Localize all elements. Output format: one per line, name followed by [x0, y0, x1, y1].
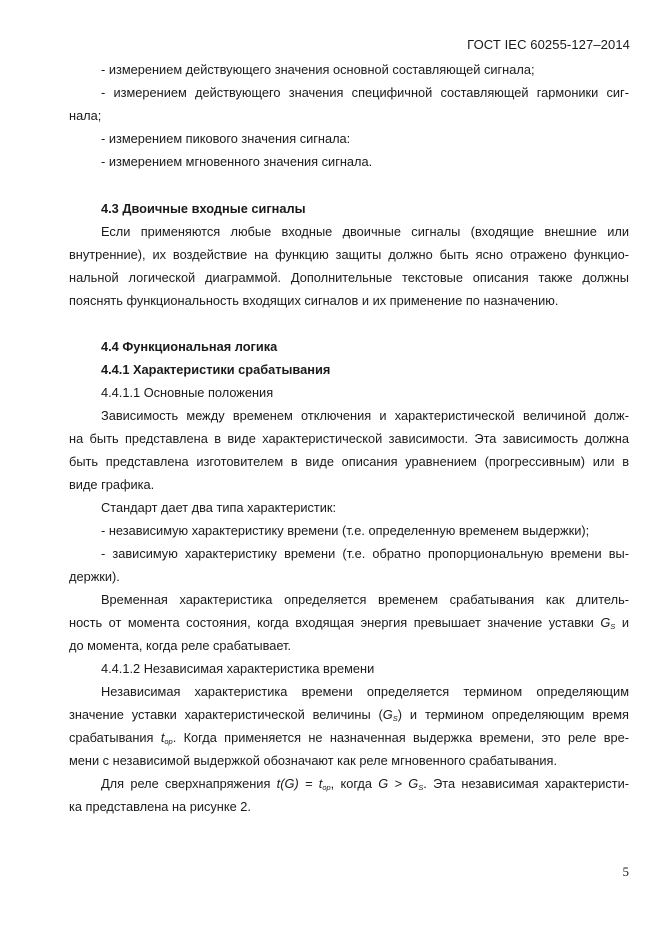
subsection-heading-4-4-1: 4.4.1 Характеристики срабатывания: [101, 362, 331, 377]
paragraph-text: ) и термином определяющим время: [397, 707, 629, 722]
paragraph-text: значение уставки характеристической величины (: [69, 707, 383, 722]
paragraph-line: Если применяются любые входные двоичные сигналы (входящие внешние или: [101, 224, 629, 239]
paragraph-line: [69, 707, 629, 727]
paragraph-text: Для реле сверхнапряжения: [101, 776, 271, 791]
paragraph-line: ка представлена на рисунке 2.: [69, 799, 251, 814]
symbol-g: $G_S$: [600, 615, 616, 631]
symbol-g: $G_S$: [382, 707, 398, 723]
list-item: - измерением мгновенного значения сигнала.: [101, 154, 373, 169]
list-item: - измерением пикового значения сигнала:: [101, 131, 351, 146]
paragraph-text: срабатывания: [69, 730, 154, 745]
paragraph-line: мени с независимой выдержкой обозначают как реле мгновенного срабатывания.: [69, 753, 558, 768]
section-heading-4-4: 4.4 Функциональная логика: [101, 339, 278, 354]
formula: $G > G_S$: [378, 776, 424, 792]
clause-heading-4-4-1-2: 4.4.1.2 Независимая характеристика времени: [101, 661, 375, 676]
paragraph-line: быть представлена изготовителем в виде описания уравнением (прогрессивным) или в: [69, 454, 629, 469]
list-item-continuation: держки).: [69, 569, 120, 584]
paragraph-line: [69, 730, 629, 750]
list-item: - измерением действующего значения основной составляющей сигнала;: [101, 62, 535, 77]
paragraph-text: ность от момента состояния, когда входящая энергия превышает значение уставки: [69, 615, 594, 630]
standard-header: ГОСТ IEC 60255-127–2014: [467, 37, 630, 52]
list-item-continuation: нала;: [69, 108, 102, 123]
paragraph-line: до момента, когда реле срабатывает.: [69, 638, 292, 653]
paragraph-line: на быть представлена в виде характеристической зависимости. Эта зависимость должна: [69, 431, 629, 446]
paragraph-line: Зависимость между временем отключения и характеристической величиной долж-: [101, 408, 629, 423]
paragraph-line: Независимая характеристика времени определяется термином определяющим: [101, 684, 629, 699]
section-heading-4-3: 4.3 Двоичные входные сигналы: [101, 201, 306, 216]
paragraph-line: нальной логической диаграммой. Дополнительные текстовые описания также должны: [69, 270, 629, 285]
paragraph-text: . Когда применяется не назначенная выдержка времени, это реле вре-: [172, 730, 629, 745]
list-item: - независимую характеристику времени (т.е. определенную временем выдержки);: [101, 523, 590, 538]
symbol-t-op: $t_{op}$: [160, 730, 173, 746]
paragraph-line: Временная характеристика определяется временем срабатывания как длитель-: [101, 592, 629, 607]
list-item: - измерением действующего значения специфичной составляющей гармоники сиг-: [101, 85, 629, 100]
page-number: 5: [622, 864, 629, 879]
paragraph-line: Стандарт дает два типа характеристик:: [101, 500, 337, 515]
formula: $t(G) = t_{op}$: [276, 776, 331, 792]
paragraph-text: . Эта независимая характеристи-: [423, 776, 630, 791]
paragraph-line: внутренние), их воздействие на функцию защиты должно быть ясно отражено функцио-: [69, 247, 629, 262]
paragraph-line: виде графика.: [69, 477, 155, 492]
paragraph-line: [101, 776, 629, 796]
paragraph-line: [69, 615, 629, 635]
list-item: - зависимую характеристику времени (т.е. обратно пропорциональную времени вы-: [101, 546, 629, 561]
clause-heading-4-4-1-1: 4.4.1.1 Основные положения: [101, 385, 274, 400]
paragraph-text: и: [621, 615, 629, 630]
paragraph-text: , когда: [330, 776, 373, 791]
paragraph-line: пояснять функциональность входящих сигналов и их применение по назначению.: [69, 293, 559, 308]
